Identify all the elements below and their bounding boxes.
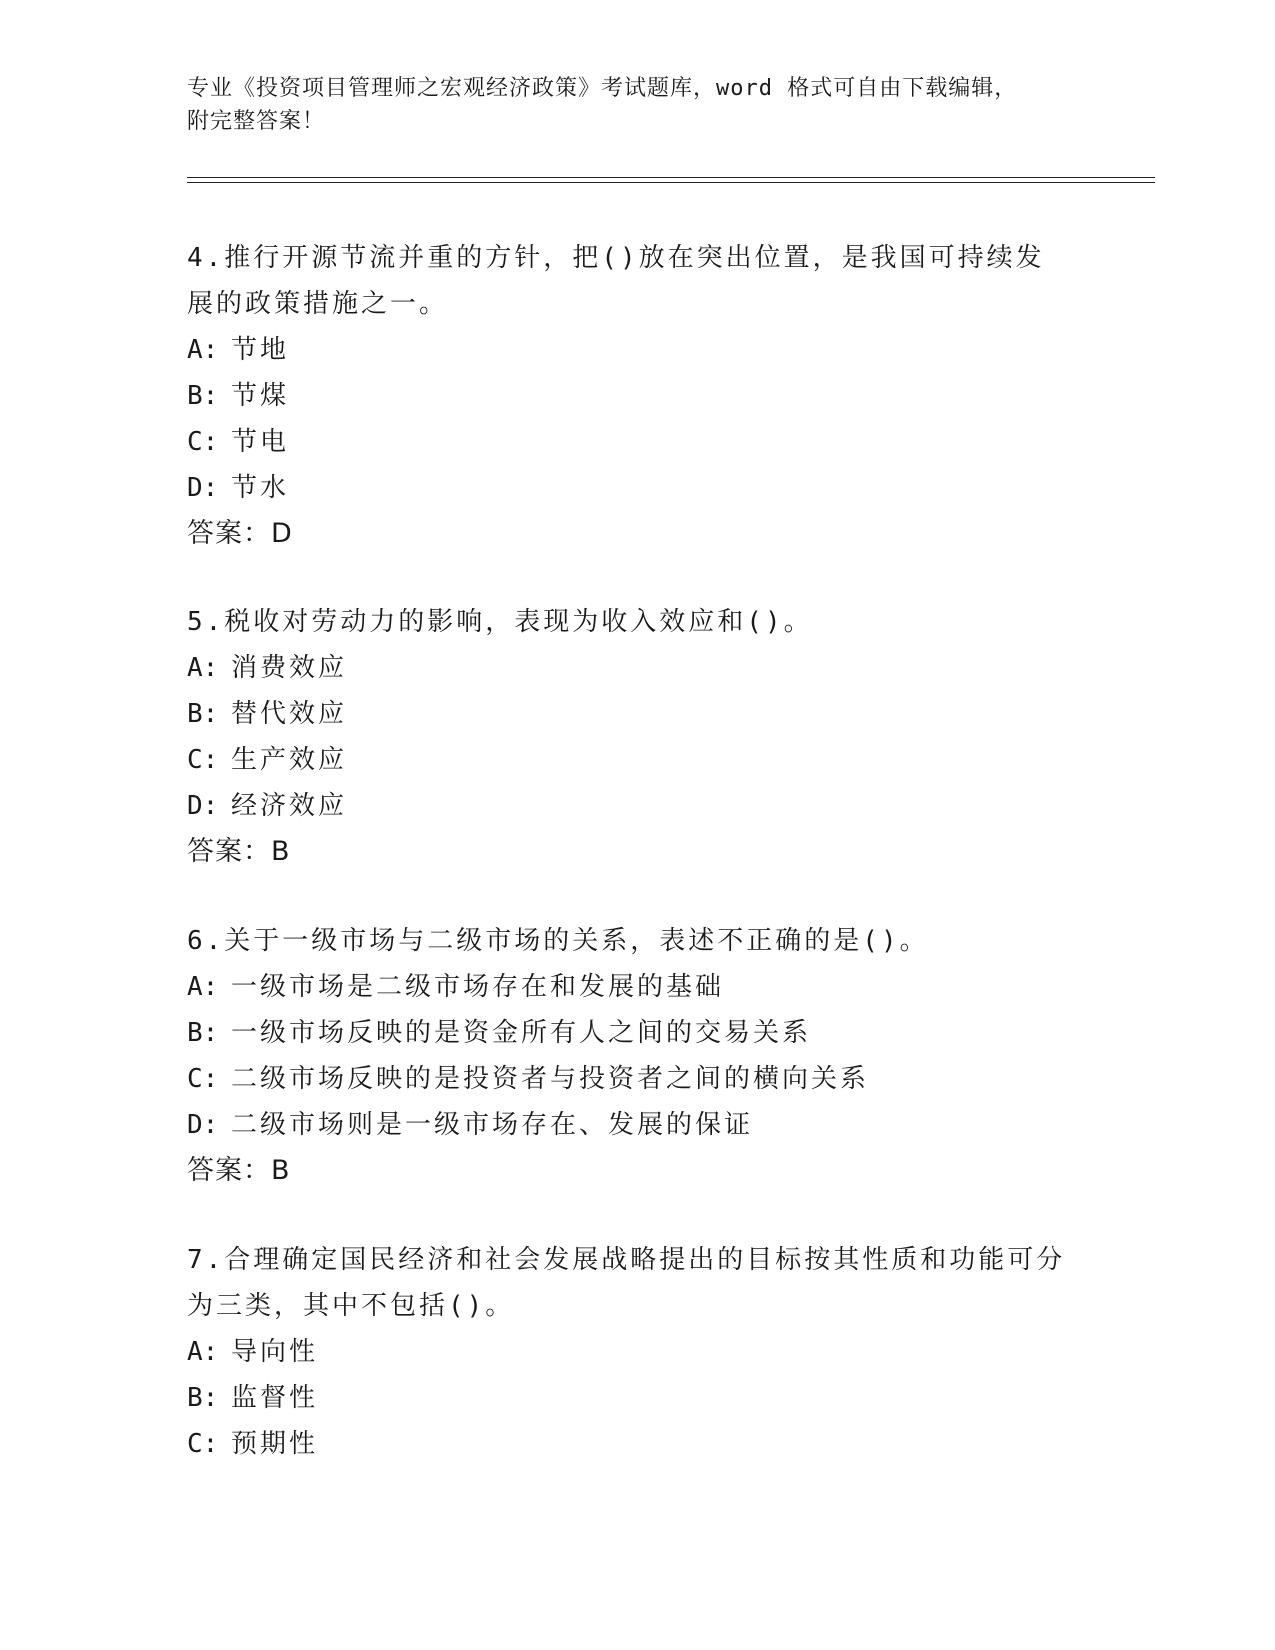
option-text: 节电	[231, 427, 290, 457]
option-text: 二级市场反映的是投资者与投资者之间的横向关系	[231, 1064, 870, 1094]
header-divider-bottom	[187, 182, 1155, 183]
option-key: C:	[187, 745, 219, 775]
option-key: B:	[187, 699, 219, 729]
option-b	[187, 1010, 1067, 1056]
option-key: C:	[187, 1429, 219, 1459]
question-4	[187, 235, 1067, 557]
header-divider-top	[187, 177, 1155, 178]
option-b	[187, 691, 1067, 737]
question-6	[187, 918, 1067, 1194]
option-b	[187, 1375, 1067, 1421]
option-d	[187, 783, 1067, 829]
question-stem: 5.税收对劳动力的影响，表现为收入效应和()。	[187, 607, 813, 637]
answer-line: 答案：D	[187, 518, 293, 549]
option-a	[187, 964, 1067, 1010]
option-key: D:	[187, 1110, 219, 1140]
option-key: C:	[187, 427, 219, 457]
header-line-1: 专业《投资项目管理师之宏观经济政策》考试题库，word 格式可自由下载编辑，	[187, 76, 1018, 101]
option-key: B:	[187, 381, 219, 411]
option-b	[187, 373, 1067, 419]
option-d	[187, 465, 1067, 511]
question-stem: 4.推行开源节流并重的方针，把()放在突出位置，是我国可持续发展的政策措施之一。	[187, 243, 1045, 319]
option-key: D:	[187, 791, 219, 821]
option-text: 导向性	[231, 1337, 319, 1367]
option-key: D:	[187, 473, 219, 503]
option-a	[187, 645, 1067, 691]
option-key: A:	[187, 335, 219, 365]
option-text: 消费效应	[231, 653, 348, 683]
option-key: A:	[187, 653, 219, 683]
option-text: 预期性	[231, 1429, 319, 1459]
option-text: 经济效应	[231, 791, 348, 821]
option-text: 一级市场反映的是资金所有人之间的交易关系	[231, 1018, 812, 1048]
option-text: 节水	[231, 473, 290, 503]
option-text: 一级市场是二级市场存在和发展的基础	[231, 972, 725, 1002]
question-stem: 6.关于一级市场与二级市场的关系，表述不正确的是()。	[187, 926, 929, 956]
option-c	[187, 419, 1067, 465]
option-c	[187, 1056, 1067, 1102]
document-header	[187, 72, 1067, 138]
option-a	[187, 327, 1067, 373]
option-text: 生产效应	[231, 745, 348, 775]
answer-line: 答案：B	[187, 1155, 291, 1186]
option-key: A:	[187, 972, 219, 1002]
question-5	[187, 599, 1067, 875]
question-stem: 7.合理确定国民经济和社会发展战略提出的目标按其性质和功能可分为三类，其中不包括()。	[187, 1245, 1066, 1321]
option-text: 节煤	[231, 381, 290, 411]
question-7	[187, 1237, 1067, 1467]
option-key: A:	[187, 1337, 219, 1367]
header-line-2: 附完整答案！	[187, 109, 326, 134]
option-key: C:	[187, 1064, 219, 1094]
option-key: B:	[187, 1383, 219, 1413]
option-text: 监督性	[231, 1383, 319, 1413]
option-key: B:	[187, 1018, 219, 1048]
option-d	[187, 1102, 1067, 1148]
option-c	[187, 1421, 1067, 1467]
option-a	[187, 1329, 1067, 1375]
option-c	[187, 737, 1067, 783]
option-text: 替代效应	[231, 699, 348, 729]
answer-line: 答案：B	[187, 836, 291, 867]
option-text: 二级市场则是一级市场存在、发展的保证	[231, 1110, 754, 1140]
option-text: 节地	[231, 335, 290, 365]
